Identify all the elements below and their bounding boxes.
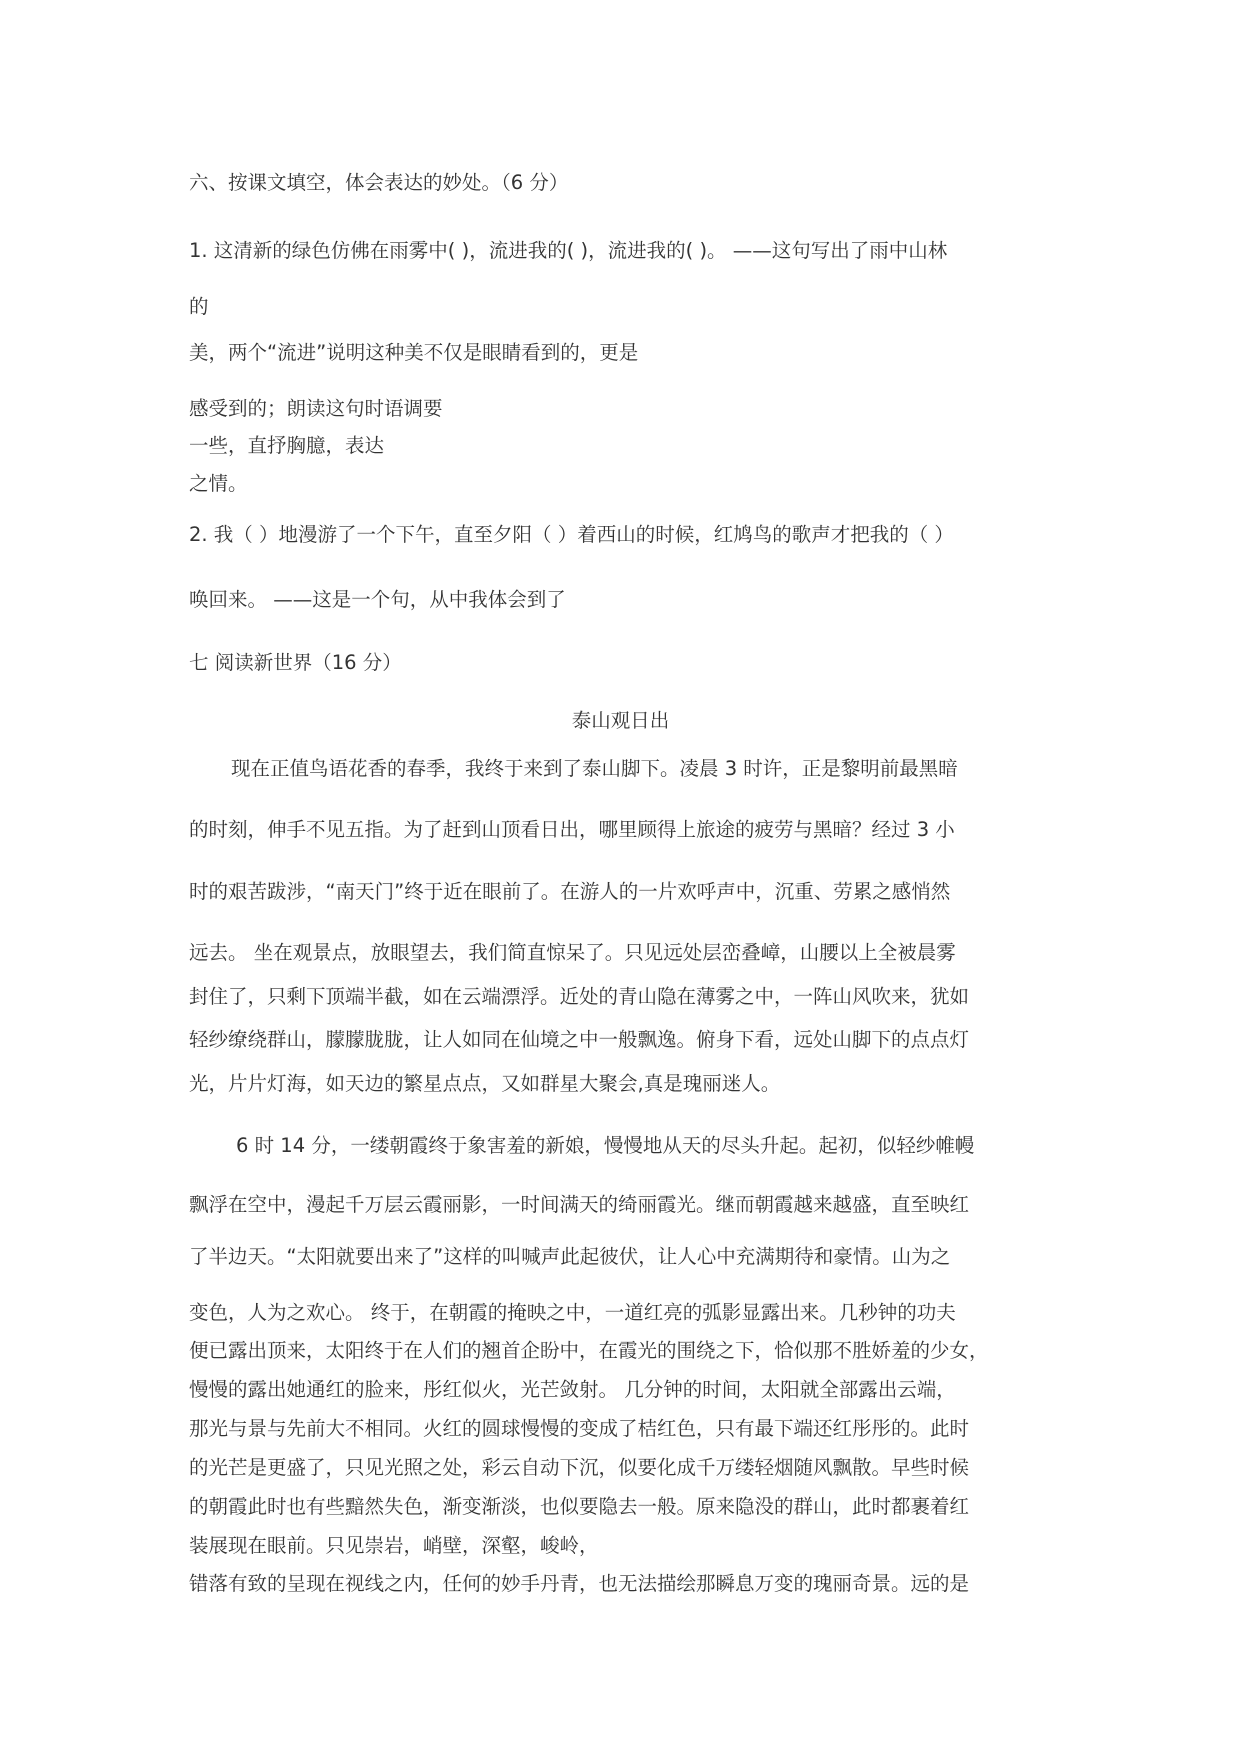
question-1-line-5: 一些，直抒胸臆，表达 bbox=[189, 434, 385, 457]
article-line: 光，片片灯海，如天边的繁星点点，又如群星大聚会,真是瑰丽迷人。 bbox=[189, 1072, 781, 1095]
question-1-line-3: 美，两个“流进”说明这种美不仅是眼睛看到的，更是 bbox=[189, 341, 639, 364]
article-line: 现在正值鸟语花香的春季，我终于来到了泰山脚下。凌晨 3 时许，正是黎明前最黑暗 bbox=[231, 757, 958, 780]
question-1-line-1: 1. 这清新的绿色仿佛在雨雾中( )，流进我的( )，流进我的( )。 ——这句写出了雨中山林 bbox=[189, 239, 948, 262]
article-line: 了半边天。“太阳就要出来了”这样的叫喊声此起彼伏，让人心中充满期待和豪情。山为之 bbox=[189, 1245, 951, 1268]
article-line: 6 时 14 分，一缕朝霞终于象害羞的新娘，慢慢地从天的尽头升起。起初，似轻纱帷幔 bbox=[236, 1134, 975, 1157]
question-2-line-1: 2. 我（ ）地漫游了一个下午，直至夕阳（ ）着西山的时候，红鸠鸟的歌声才把我的（ ） bbox=[189, 523, 954, 546]
article-line: 变色，人为之欢心。 终于，在朝霞的掩映之中，一道红亮的弧影显露出来。几秒钟的功夫 bbox=[189, 1301, 956, 1324]
article-line: 轻纱缭绕群山，朦朦胧胧，让人如同在仙境之中一般飘逸。俯身下看，远处山脚下的点点灯 bbox=[189, 1028, 970, 1051]
article-line: 飘浮在空中，漫起千万层云霞丽影，一时间满天的绮丽霞光。继而朝霞越来越盛，直至映红 bbox=[189, 1193, 970, 1216]
question-1-line-6: 之情。 bbox=[189, 472, 248, 495]
article-line: 远去。 坐在观景点，放眼望去，我们简直惊呆了。只见远处层峦叠嶂，山腰以上全被晨雾 bbox=[189, 941, 956, 964]
question-1-line-2: 的 bbox=[189, 295, 209, 318]
article-line: 慢慢的露出她通红的脸来，彤红似火，光芒敛射。 几分钟的时间，太阳就全部露出云端， bbox=[189, 1378, 956, 1401]
article-line: 时的艰苦跋涉，“南天门”终于近在眼前了。在游人的一片欢呼声中，沉重、劳累之感悄然 bbox=[189, 880, 951, 903]
article-line: 封住了，只剩下顶端半截，如在云端漂浮。近处的青山隐在薄雾之中，一阵山风吹来，犹如 bbox=[189, 985, 970, 1008]
section-6-heading: 六、按课文填空，体会表达的妙处。（6 分） bbox=[189, 171, 569, 194]
article-line: 的时刻，伸手不见五指。为了赶到山顶看日出，哪里顾得上旅途的疲劳与黑暗？经过 3 小 bbox=[189, 818, 955, 841]
question-1-line-4: 感受到的；朗读这句时语调要 bbox=[189, 397, 443, 420]
article-title: 泰山观日出 bbox=[571, 709, 670, 732]
section-7-heading: 七 阅读新世界（16 分） bbox=[189, 651, 402, 674]
article-line: 错落有致的呈现在视线之内，任何的妙手丹青，也无法描绘那瞬息万变的瑰丽奇景。远的是 bbox=[189, 1572, 970, 1595]
article-line: 便已露出顶来，太阳终于在人们的翘首企盼中，在霞光的围绕之下，恰似那不胜娇羞的少女， bbox=[189, 1339, 989, 1362]
article-line: 的朝霞此时也有些黯然失色，渐变渐淡，也似要隐去一般。原来隐没的群山，此时都裹着红 bbox=[189, 1495, 970, 1518]
article-line: 装展现在眼前。只见崇岩，峭壁，深壑，峻岭， bbox=[189, 1534, 599, 1557]
article-line: 的光芒是更盛了，只见光照之处，彩云自动下沉，似要化成千万缕轻烟随风飘散。早些时候 bbox=[189, 1456, 970, 1479]
article-line: 那光与景与先前大不相同。火红的圆球慢慢的变成了桔红色，只有最下端还红彤彤的。此时 bbox=[189, 1417, 970, 1440]
question-2-line-2: 唤回来。 ——这是一个句，从中我体会到了 bbox=[189, 588, 566, 611]
